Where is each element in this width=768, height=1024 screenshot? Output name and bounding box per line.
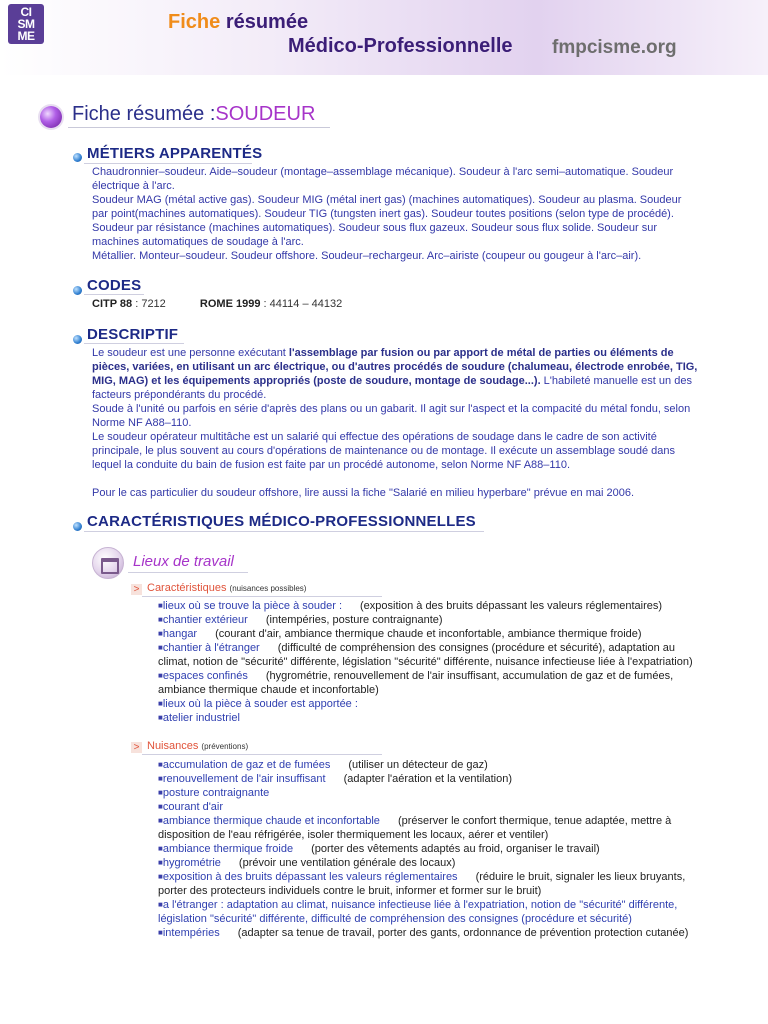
section-divider <box>84 163 252 164</box>
list-item <box>158 842 738 856</box>
list-item-link[interactable]: législation "sécurité" différente, difficulté de compréhension des consignes (procédure et sécurité) <box>158 913 632 925</box>
list-item-text: porter des protecteurs individuels contre le bruit, informer et former sur le bruit) <box>158 885 542 897</box>
list-item-link[interactable]: hygrométrie <box>162 857 221 869</box>
descriptif-text-part: facteurs prépondérants du procédé. <box>92 389 267 401</box>
list-item-link[interactable]: posture contraignante <box>162 787 270 799</box>
list-item <box>158 669 738 697</box>
bullet-icon: ■ <box>158 615 163 624</box>
list-item <box>158 926 738 940</box>
metiers-line: Soudeur par résistance (machines automatiques). Soudeur sous flux gazeux. Soudeur sous flux solide. Soudeur sur <box>92 222 657 234</box>
list-item <box>158 898 738 926</box>
carac-divider <box>142 596 382 597</box>
section-title-carac: CARACTÉRISTIQUES MÉDICO-PROFESSIONNELLES <box>87 513 476 530</box>
section-divider <box>84 531 484 532</box>
descriptif-text-part: Soude à l'unité ou parfois en série d'après des plans ou un gabarit. Il agit sur l'aspect et la compacité du métal fondu, selon <box>92 403 691 415</box>
list-item-link[interactable]: lieux où la pièce à souder est apportée : <box>162 698 358 710</box>
bullet-icon: ■ <box>158 900 163 909</box>
lieux-title: Lieux de travail <box>133 553 234 570</box>
descriptif-bold-part: l'assemblage par fusion ou par apport de métal de parties ou éléments de <box>288 347 674 359</box>
list-item-text: (exposition à des bruits dépassant les valeurs réglementaires) <box>360 600 663 612</box>
list-item <box>158 613 738 627</box>
list-item-link[interactable]: ambiance thermique froide <box>162 843 294 855</box>
list-item-link[interactable]: atelier industriel <box>162 712 240 724</box>
descriptif-text-part: L'habileté manuelle est un des <box>540 375 692 387</box>
title-divider <box>68 127 330 128</box>
nuis-divider <box>142 754 382 755</box>
codes-values <box>92 298 342 310</box>
title-bullet-icon <box>40 106 62 128</box>
workplace-icon <box>92 547 124 579</box>
list-item-text: (difficulté de compréhension des consignes (procédure et sécurité), adaptation au <box>277 642 675 654</box>
bullet-icon: ■ <box>158 816 163 825</box>
banner-title-line2: Médico-Professionnelle <box>288 35 513 57</box>
section-title-metiers: MÉTIERS APPARENTÉS <box>87 145 263 162</box>
section-title-descriptif: DESCRIPTIF <box>87 326 179 343</box>
list-item-text: (adapter sa tenue de travail, porter des gants, ordonnance de prévention protection cutanée) <box>237 927 689 939</box>
list-item <box>158 697 738 711</box>
list-item-text: (préserver le confort thermique, tenue adaptée, mettre à <box>397 815 672 827</box>
section-bullet-icon <box>73 153 82 162</box>
logo-line-1: CI <box>20 5 32 19</box>
list-item <box>158 627 738 641</box>
list-item <box>158 814 738 842</box>
rome-label: ROME 1999 <box>199 298 261 310</box>
list-item <box>158 856 738 870</box>
descriptif-text-part: lequel la conduite du bain de fusion est faite par un procédé autonome, selon Norme NF A88–110. <box>92 459 571 471</box>
list-item-link[interactable]: espaces confinés <box>162 670 248 682</box>
list-item-text: (hygrométrie, renouvellement de l'air insuffisant, accumulation de gaz et de fumées, <box>265 670 674 682</box>
carac-heading <box>147 582 306 594</box>
list-item-link[interactable]: exposition à des bruits dépassant les valeurs réglementaires <box>162 871 458 883</box>
lieux-divider <box>128 572 248 573</box>
descriptif-bold-part: pièces, variées, en utilisant un arc électrique, ou d'autres procédés de soudure (chalumeau, électrode enrobée, TIG, <box>92 361 698 373</box>
metiers-line: électrique à l'arc. <box>92 180 175 192</box>
bullet-icon: ■ <box>158 788 163 797</box>
rome-value: : 44114 – 44132 <box>260 298 343 310</box>
bullet-icon: ■ <box>158 872 163 881</box>
page-title-job: SOUDEUR <box>215 103 316 125</box>
descriptif-text-part: principale, le plus souvent au cours d'opérations de maintenance ou de montage. Il exécute un assemblage soudé dans <box>92 445 676 457</box>
banner-site-link[interactable]: fmpcisme.org <box>552 37 677 58</box>
list-item-text: (utiliser un détecteur de gaz) <box>348 759 488 771</box>
bullet-icon: ■ <box>158 629 163 638</box>
logo-line-2: SM <box>17 17 35 31</box>
list-item-link[interactable]: courant d'air <box>162 801 224 813</box>
list-item-text: (réduire le bruit, signaler les lieux bruyants, <box>475 871 686 883</box>
section-divider <box>84 343 184 344</box>
carac-heading-label: Caractéristiques <box>147 582 227 594</box>
section-bullet-icon <box>73 335 82 344</box>
list-item-link[interactable]: renouvellement de l'air insuffisant <box>162 773 326 785</box>
section-bullet-icon <box>73 522 82 531</box>
metiers-line: Métallier. Monteur–soudeur. Soudeur offshore. Soudeur–rechargeur. Arc–airiste (coupeur ou gougeur à l'arc–air). <box>92 250 642 262</box>
list-item <box>158 870 738 898</box>
list-item <box>158 711 738 725</box>
list-item <box>158 758 738 772</box>
nuis-heading-note: (préventions) <box>201 742 249 751</box>
logo-line-3: ME <box>17 29 35 43</box>
carac-heading-note: (nuisances possibles) <box>229 584 307 593</box>
list-item-text: (intempéries, posture contraignante) <box>265 614 443 626</box>
list-item-text: climat, notion de "sécurité" différente, législation "sécurité" différente, nuisance infectieuse liée à l'expatriation) <box>158 656 693 668</box>
list-item-link[interactable]: lieux où se trouve la pièce à souder : <box>162 600 343 612</box>
bullet-icon: ■ <box>158 774 163 783</box>
list-item-text: (porter des vêtements adaptés au froid, organiser le travail) <box>311 843 600 855</box>
section-title-codes: CODES <box>87 277 142 294</box>
nuis-heading-label: Nuisances <box>147 740 199 752</box>
section-divider <box>84 294 144 295</box>
page-title <box>72 103 315 126</box>
list-item-text: (prévoir une ventilation générale des locaux) <box>238 857 456 869</box>
list-item <box>158 599 738 613</box>
descriptif-text-part: Le soudeur est une personne exécutant <box>92 347 289 359</box>
list-item <box>158 772 738 786</box>
descriptif-text-part: Pour le cas particulier du soudeur offshore, lire aussi la fiche "Salarié en milieu hyperbare" prévue en mai 2006. <box>92 487 635 499</box>
list-item <box>158 800 738 814</box>
cisme-logo[interactable] <box>8 4 44 44</box>
list-item-link[interactable]: chantier extérieur <box>162 614 248 626</box>
list-item-text: disposition de l'eau réfrigérée, isoler thermiquement les locaux, aérer et ventiler) <box>158 829 549 841</box>
descriptif-bold-part: MIG, MAG) et les équipements appropriés (poste de soudure, montage de soudage...). <box>92 375 541 387</box>
bullet-icon: ■ <box>158 760 163 769</box>
list-item <box>158 786 738 800</box>
descriptif-text-part: Le soudeur opérateur multitâche est un salarié qui effectue des opérations de soudage dans le cadre de son activité <box>92 431 657 443</box>
arrow-right-icon: > <box>131 742 142 753</box>
bullet-icon: ■ <box>158 844 163 853</box>
nuis-heading <box>147 740 248 752</box>
bullet-icon: ■ <box>158 802 163 811</box>
bullet-icon: ■ <box>158 928 163 937</box>
metiers-text <box>92 165 681 263</box>
list-item-link[interactable]: accumulation de gaz et de fumées <box>162 759 331 771</box>
list-item <box>158 641 738 669</box>
banner-title-accent: Fiche <box>168 11 221 33</box>
list-item-link[interactable]: chantier à l'étranger <box>162 642 260 654</box>
header-banner <box>0 0 768 75</box>
citp-label: CITP 88 <box>92 298 133 310</box>
bullet-icon: ■ <box>158 643 163 652</box>
bullet-icon: ■ <box>158 858 163 867</box>
bullet-icon: ■ <box>158 601 163 610</box>
list-item-text: (adapter l'aération et la ventilation) <box>343 773 512 785</box>
metiers-line: Chaudronnier–soudeur. Aide–soudeur (montage–assemblage mécanique). Soudeur à l'arc semi–automatique. Soudeur <box>92 166 674 178</box>
bullet-icon: ■ <box>158 671 163 680</box>
arrow-right-icon: > <box>131 584 142 595</box>
page-title-prefix: Fiche résumée : <box>72 103 216 125</box>
metiers-line: machines automatiques de soudage à l'arc. <box>92 236 304 248</box>
bullet-icon: ■ <box>158 699 163 708</box>
banner-title-line1 <box>168 11 308 34</box>
banner-title-rest: résumée <box>225 11 309 33</box>
descriptif-text-part: Norme NF A88–110. <box>92 417 192 429</box>
descriptif-text <box>92 346 742 500</box>
list-item-link[interactable]: intempéries <box>162 927 220 939</box>
section-bullet-icon <box>73 286 82 295</box>
citp-value: : 7212 <box>132 298 166 310</box>
list-item-text: (courant d'air, ambiance thermique chaude et inconfortable, ambiance thermique froide) <box>215 628 642 640</box>
metiers-line: par point(machines automatiques). Soudeur TIG (tungsten inert gas). Soudeur toutes positions (selon type de procédé). <box>92 208 674 220</box>
list-item-link[interactable]: ambiance thermique chaude et inconfortable <box>162 815 380 827</box>
metiers-line: Soudeur MAG (métal active gas). Soudeur MIG (métal inert gas) (machines automatiques). Soudeur au plasma. Soudeur <box>92 194 682 206</box>
list-item-text: ambiance thermique chaude et inconfortable) <box>158 684 379 696</box>
list-item-link[interactable]: a l'étranger : adaptation au climat, nuisance infectieuse liée à l'expatriation, notion de "sécurité" différente, <box>162 899 678 911</box>
list-item-link[interactable]: hangar <box>162 628 198 640</box>
bullet-icon: ■ <box>158 713 163 722</box>
